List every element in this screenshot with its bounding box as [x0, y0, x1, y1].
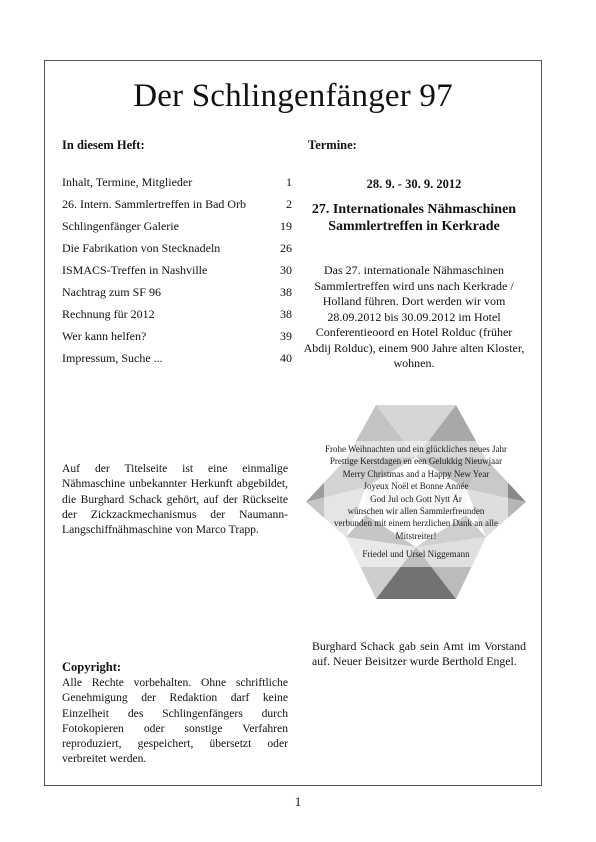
greeting-line: Frohe Weihnachten und ein glückliches neues Jahr — [324, 444, 508, 454]
toc-entry[interactable] — [62, 171, 292, 193]
toc-entry-page: 39 — [280, 329, 292, 343]
toc-entry-page: 40 — [280, 351, 292, 365]
toc-entry-label: Inhalt, Termine, Mitglieder — [62, 175, 193, 189]
copyright-text: Alle Rechte vorbehalten. Ohne schriftliche Genehmigung der Redaktion darf keine Einzelheit des Schlingenfängers durch Fotokopieren oder sonstige Verfahren reproduziert, gespeichert, übersetzt oder verbreitet werden. — [62, 676, 288, 766]
toc-entry-label: Die Fabrikation von Stecknadeln — [62, 241, 221, 255]
event-title: 27. Internationales Nähmaschinen Sammlertreffen in Kerkrade — [311, 202, 517, 234]
page-number: 1 — [294, 794, 302, 809]
toc-entry-label: 26. Intern. Sammlertreffen in Bad Orb — [62, 197, 247, 211]
toc-entry-page: 2 — [286, 197, 292, 211]
toc-entry[interactable] — [62, 325, 292, 347]
toc-entry-page: 38 — [280, 307, 292, 321]
greeting-line: Mitstreiter! — [395, 530, 437, 541]
greeting-line: Prettige Kerstdagen en een Gelukkig Nieuwjaar — [329, 456, 503, 467]
greeting-line: verbunden mit einem herzlichen Dank an alle — [334, 518, 498, 529]
toc-entry[interactable] — [62, 215, 292, 237]
toc-entry-page: 19 — [280, 219, 292, 233]
contents-heading: In diesem Heft: — [62, 138, 145, 152]
copyright-heading: Copyright: — [62, 660, 122, 674]
board-note: Burghard Schack gab sein Amt im Vorstand auf. Neuer Beisitzer wurde Berthold Engel. — [312, 639, 526, 669]
greeting-line: God Jul och Gott Nytt År — [370, 493, 462, 504]
cover-note: Auf der Titelseite ist eine einmalige Nähmaschine unbekannter Herkunft abgebildet, die Burghard Schack gehört, auf der Rückseite der Zickzackmechanismus der Naumann-Langschiffnähmaschine von Marco Trapp. — [62, 462, 288, 537]
toc-entry[interactable] — [62, 303, 292, 325]
toc-entry-label: Rechnung für 2012 — [62, 307, 155, 321]
toc-entry[interactable] — [62, 347, 292, 369]
page-title: Der Schlingenfänger 97 — [133, 78, 453, 114]
event-date: 28. 9. - 30. 9. 2012 — [366, 177, 462, 191]
table-of-contents — [62, 171, 292, 369]
toc-entry-label: Nachtrag zum SF 96 — [62, 285, 161, 299]
toc-entry[interactable] — [62, 281, 292, 303]
toc-entry-label: ISMACS-Treffen in Nashville — [62, 263, 208, 277]
toc-entry-label: Schlingenfänger Galerie — [62, 219, 179, 233]
toc-entry-page: 30 — [280, 263, 292, 277]
toc-entry-page: 26 — [280, 241, 292, 255]
toc-entry-page: 38 — [280, 285, 292, 299]
toc-entry-label: Impressum, Suche ... — [62, 351, 163, 365]
event-description: Das 27. internationale Nähmaschinen Sammlertreffen wird uns nach Kerkrade / Holland führen. Dort werden wir vom 28.09.2012 bis 30.09.2012 im Hotel Conferentieoord en Hotel Rolduc (früher Abdij Rolduc), einem 900 Jahre alten Kloster, wohnen. — [303, 263, 525, 370]
toc-entry[interactable] — [62, 193, 292, 215]
toc-entry-page: 1 — [286, 175, 292, 189]
holiday-greeting — [306, 443, 526, 561]
toc-entry[interactable] — [62, 237, 292, 259]
events-heading: Termine: — [308, 138, 357, 152]
greeting-signature: Friedel und Ursel Niggemann — [362, 549, 470, 560]
toc-entry[interactable] — [62, 259, 292, 281]
toc-entry-label: Wer kann helfen? — [62, 329, 147, 343]
greeting-line: Joyeux Noël et Bonne Année — [363, 481, 469, 492]
greeting-line: wünschen wir allen Sammlerfreunden — [347, 506, 485, 517]
greeting-line: Merry Christmas and a Happy New Year — [342, 468, 490, 479]
